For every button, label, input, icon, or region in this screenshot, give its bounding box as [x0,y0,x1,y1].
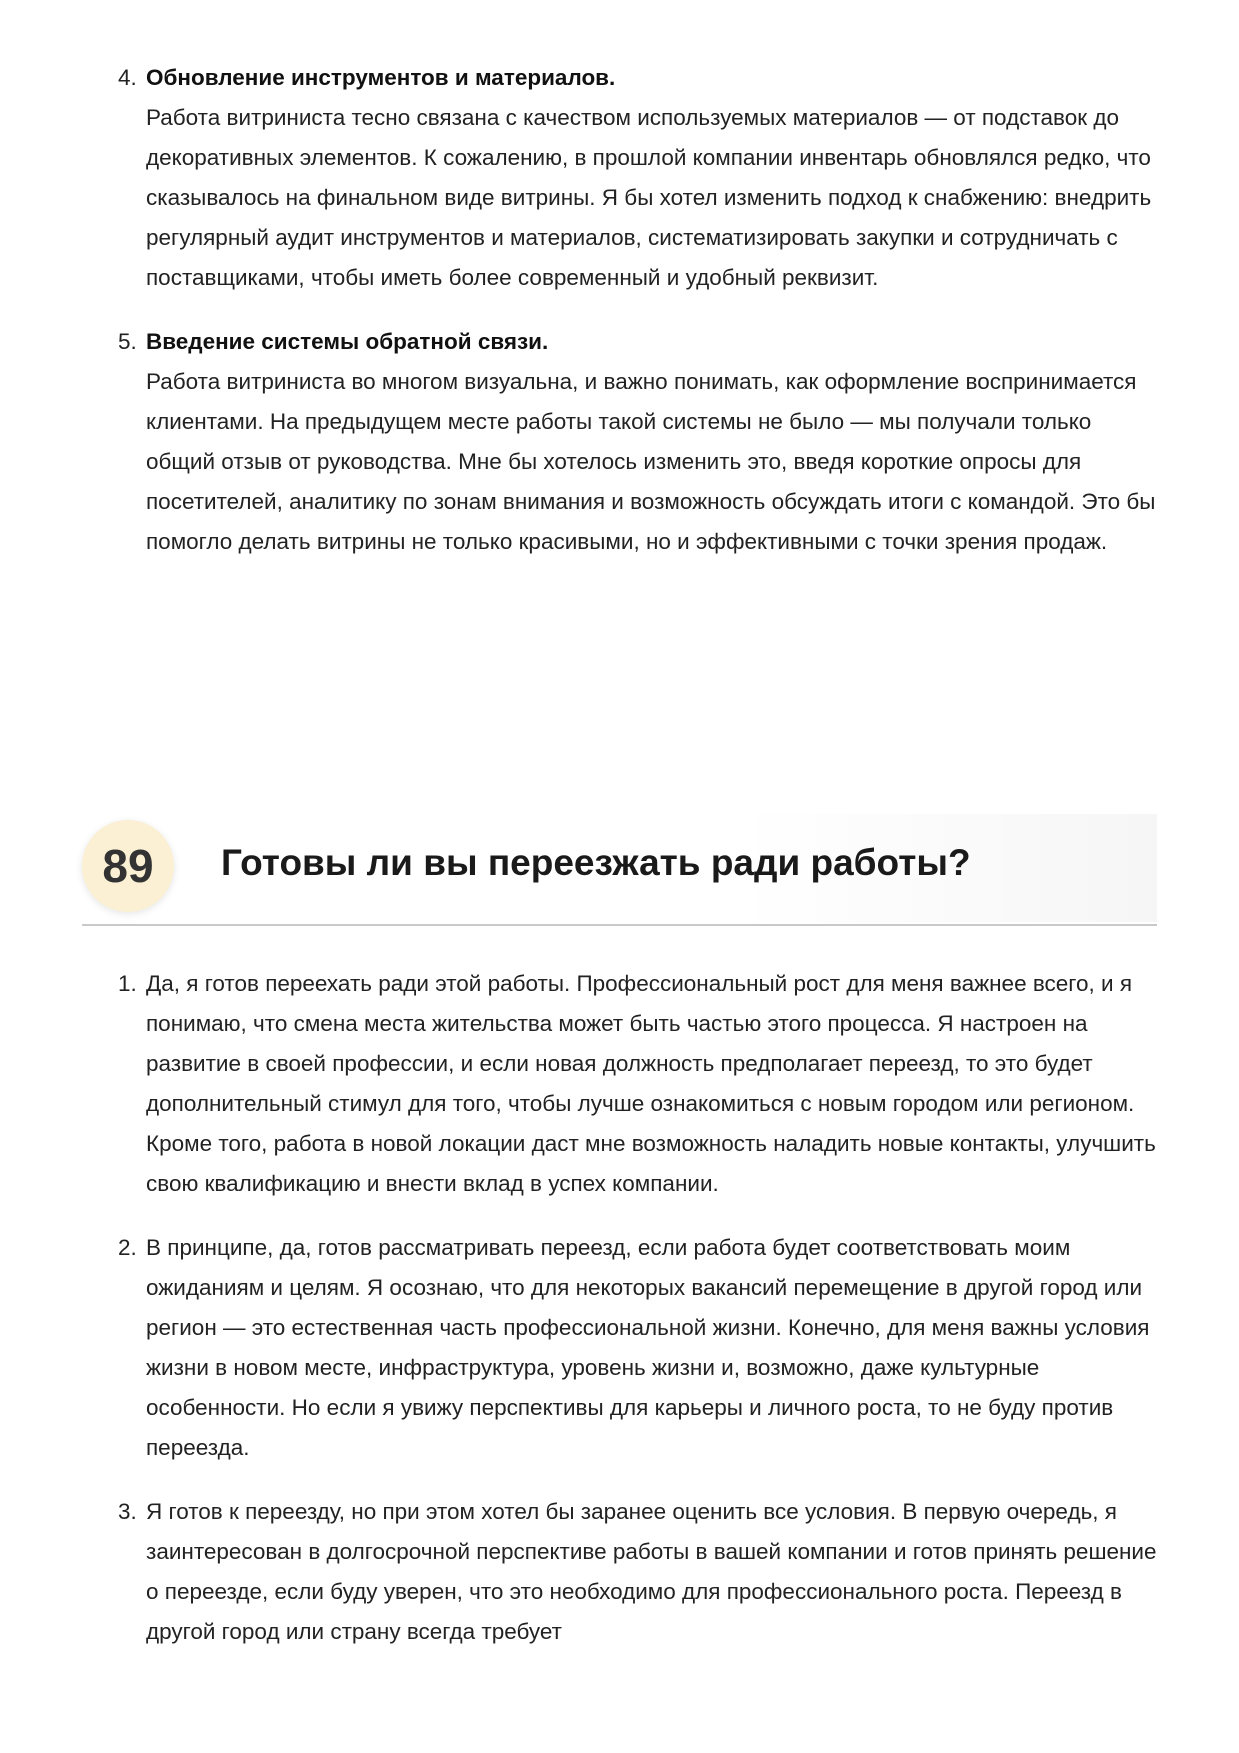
item-number: 3. [118,1499,137,1524]
list-item [0,1228,1239,1468]
item-text: Я готов к переезду, но при этом хотел бы заранее оценить все условия. В первую очередь, я заинтересован в долгосрочной перспективе работы в вашей компании и готов принять решение о переезде, если буду уверен, что это необходимо для профессионального роста. Переезд в другой город или страну всегда требует [146,1499,1157,1644]
list-item [0,1492,1239,1652]
item-text: Работа витриниста тесно связана с качеством используемых материалов — от подставок до декоративных элементов. К сожалению, в прошлой компании инвентарь обновлялся редко, что сказывалось на финальном виде витрины. Я бы хотел изменить подход к снабжению: внедрить регулярный аудит инструментов и материалов, систематизировать закупки и сотрудничать с поставщиками, чтобы иметь более современный и удобный реквизит. [146,105,1152,290]
answers-list [0,964,1239,1652]
item-text: В принципе, да, готов рассматривать переезд, если работа будет соответствовать моим ожиданиям и целям. Я осознаю, что для некоторых вакансий перемещение в другой город или регион — это естественная часть профессиональной жизни. Конечно, для меня важны условия жизни в новом месте, инфраструктура, уровень жизни и, возможно, даже культурные особенности. Но если я увижу перспективы для карьеры и личного роста, то не буду против переезда. [146,1235,1150,1460]
item-title: Обновление инструментов и материалов. [146,65,616,90]
list-item [0,322,1239,562]
item-number: 5. [118,329,137,354]
item-title: Введение системы обратной связи. [146,329,549,354]
list-item [0,58,1239,298]
improvements-list [0,58,1239,562]
item-text: Работа витриниста во многом визуальна, и важно понимать, как оформление воспринимается клиентами. На предыдущем месте работы такой системы не было — мы получали только общий отзыв от руководства. Мне бы хотелось изменить это, введя короткие опросы для посетителей, аналитику по зонам внимания и возможность обсуждать итоги с командой. Это бы помогло делать витрины не только красивыми, но и эффективными с точки зрения продаж. [146,369,1156,554]
item-text: Да, я готов переехать ради этой работы. Профессиональный рост для меня важнее всего, и я понимаю, что смена места жительства может быть частью этого процесса. Я настроен на развитие в своей профессии, и если новая должность предполагает переезд, то это будет дополнительный стимул для того, чтобы лучше ознакомиться с новым городом или регионом. Кроме того, работа в новой локации даст мне возможность наладить новые контакты, улучшить свою квалификацию и внести вклад в успех компании. [146,971,1156,1196]
question-heading [82,814,1157,926]
question-number-badge: 89 [82,820,174,912]
item-number: 4. [118,65,137,90]
item-number: 1. [118,971,137,996]
question-title: Готовы ли вы переезжать ради работы? [221,842,971,883]
list-item [0,964,1239,1204]
item-number: 2. [118,1235,137,1260]
